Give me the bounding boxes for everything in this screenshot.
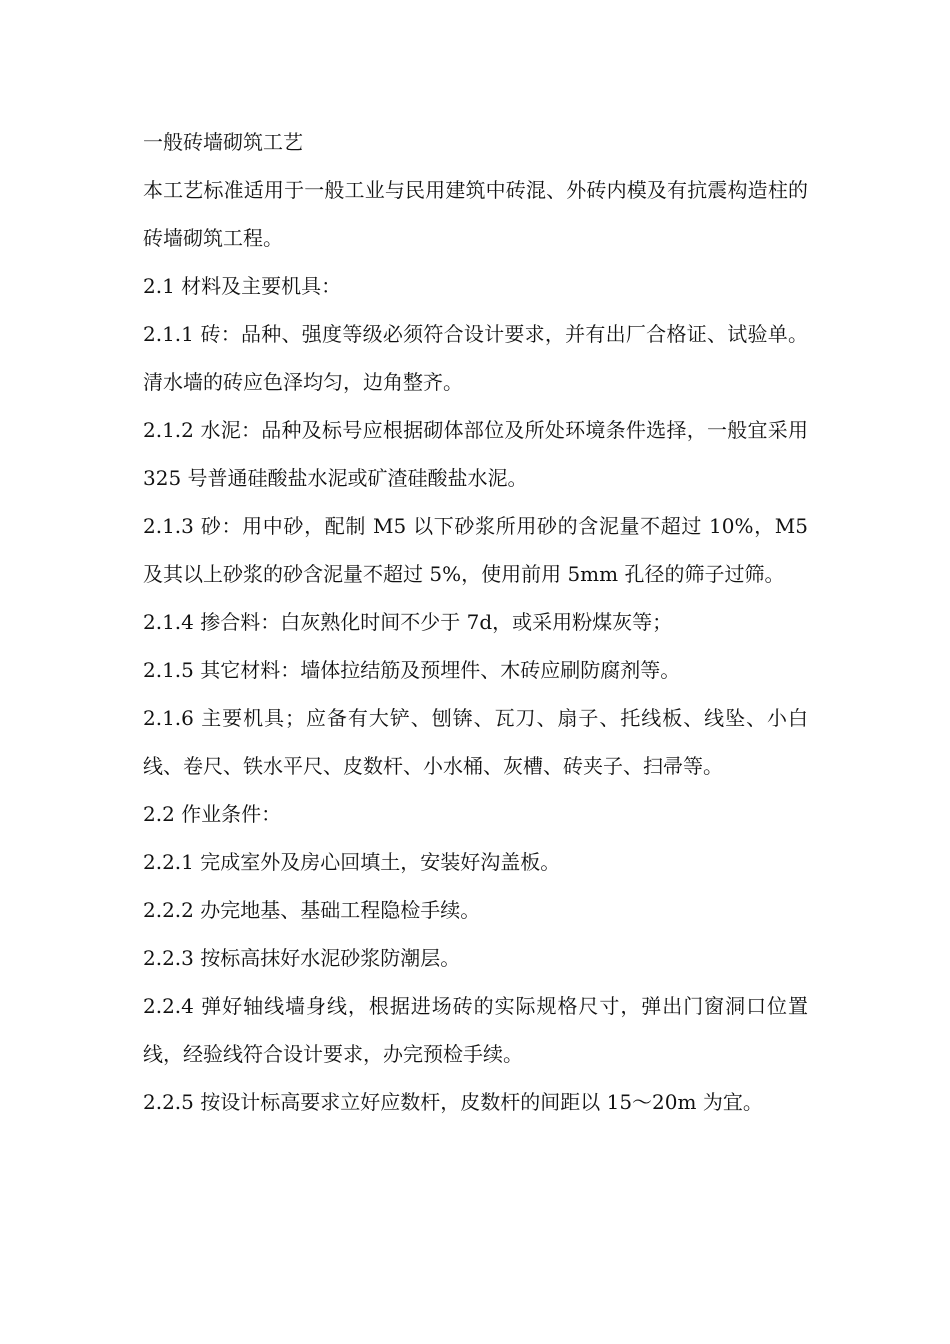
paragraph-2-1-2: 2.1.2 水泥：品种及标号应根据砌体部位及所处环境条件选择，一般宜采用 325 号普通硅酸盐水泥或矿渣硅酸盐水泥。: [143, 418, 808, 490]
paragraph-2-2-3: 2.2.3 按标高抹好水泥砂浆防潮层。: [143, 946, 461, 970]
document-title: 一般砖墙砌筑工艺: [143, 130, 303, 154]
paragraph-2-1-6: 2.1.6 主要机具；应备有大铲、刨锛、瓦刀、扇子、托线板、线坠、小白线、卷尺、铁水平尺、皮数杆、小水桶、灰槽、砖夹子、扫帚等。: [143, 706, 808, 778]
paragraph-2-1-1: 2.1.1 砖：品种、强度等级必须符合设计要求，并有出厂合格证、试验单。清水墙的砖应色泽均匀，边角整齐。: [143, 322, 808, 394]
paragraph-2-1-heading: 2.1 材料及主要机具：: [143, 274, 342, 298]
paragraph-2-2-1: 2.2.1 完成室外及房心回填土，安装好沟盖板。: [143, 850, 561, 874]
paragraph-scope: 本工艺标准适用于一般工业与民用建筑中砖混、外砖内模及有抗震构造柱的砖墙砌筑工程。: [143, 178, 808, 250]
paragraph-2-2-2: 2.2.2 办完地基、基础工程隐检手续。: [143, 898, 481, 922]
paragraph-2-2-4: 2.2.4 弹好轴线墙身线，根据进场砖的实际规格尺寸，弹出门窗洞口位置线，经验线符合设计要求，办完预检手续。: [143, 994, 808, 1066]
paragraph-2-1-3: 2.1.3 砂：用中砂，配制 M5 以下砂浆所用砂的含泥量不超过 10%，M5 及其以上砂浆的砂含泥量不超过 5%，使用前用 5mm 孔径的筛子过筛。: [143, 514, 808, 586]
paragraph-2-2-5: 2.2.5 按设计标高要求立好应数杆，皮数杆的间距以 15～20m 为宜。: [143, 1090, 763, 1114]
paragraph-2-1-4: 2.1.4 掺合料：白灰熟化时间不少于 7d，或采用粉煤灰等；: [143, 610, 673, 634]
paragraph-2-1-5: 2.1.5 其它材料：墙体拉结筋及预埋件、木砖应刷防腐剂等。: [143, 658, 681, 682]
paragraph-2-2-heading: 2.2 作业条件：: [143, 802, 282, 826]
document-body: [143, 118, 808, 1126]
